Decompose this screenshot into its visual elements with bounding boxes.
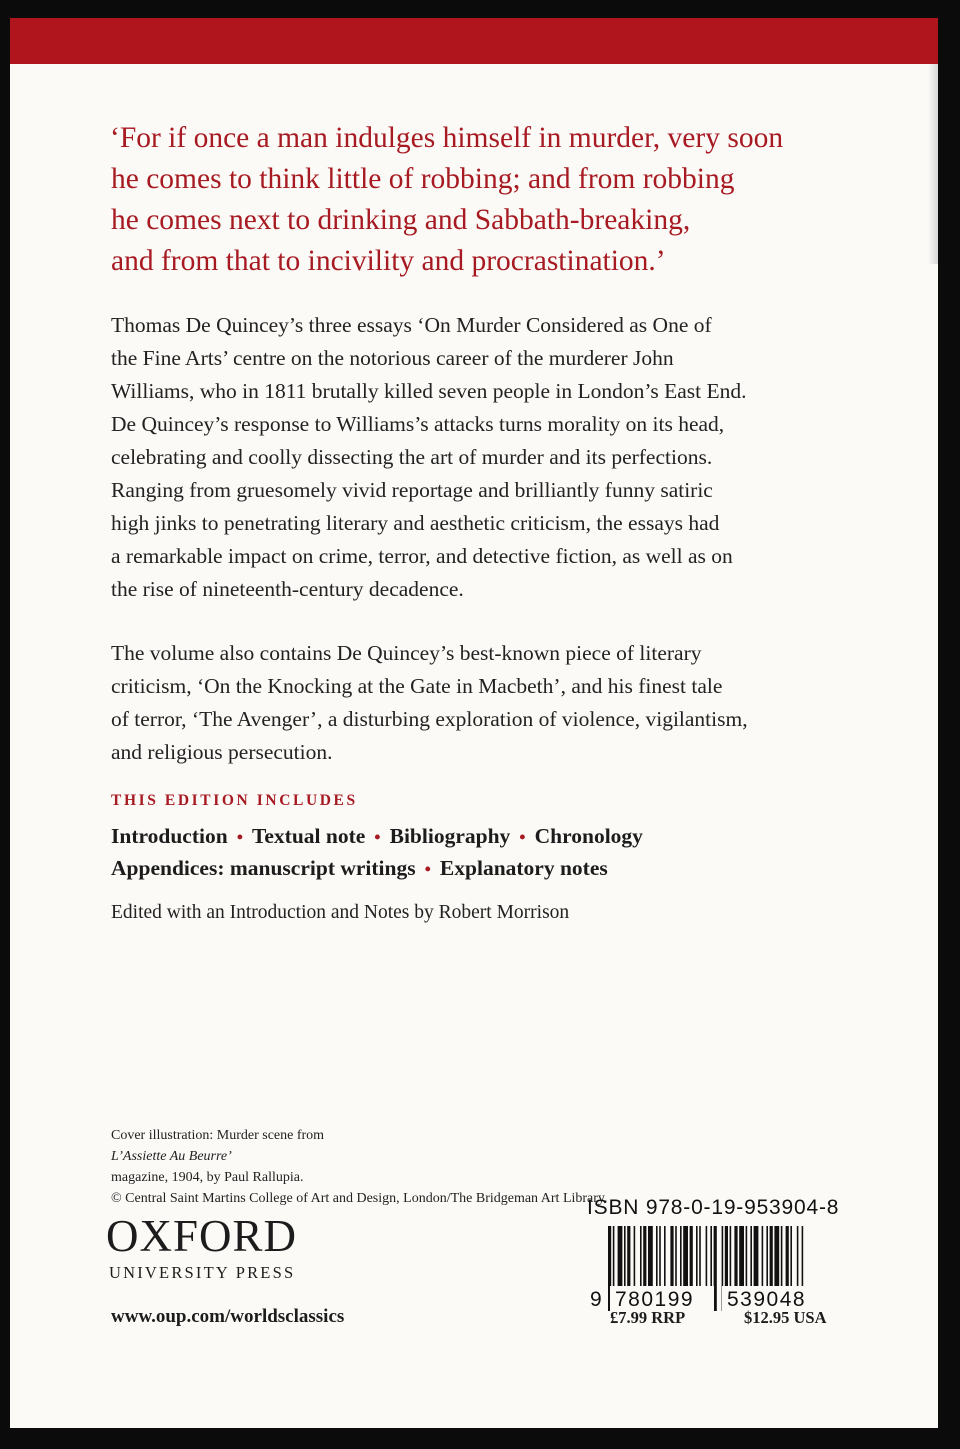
barcode-digit-lead: 9 (590, 1288, 602, 1311)
text-line: the rise of nineteenth-century decadence. (111, 577, 464, 601)
text-line: De Quincey’s response to Williams’s attacks turns morality on its head, (111, 412, 725, 436)
epigraph-quote (110, 118, 890, 282)
edition-item: Appendices: manuscript writings (111, 856, 416, 880)
text-line: criticism, ‘On the Knocking at the Gate in Macbeth’, and his finest tale (111, 674, 723, 698)
barcode-digits-group-2: 539048 (727, 1288, 807, 1311)
quote-line: he comes next to drinking and Sabbath-breaking, (111, 204, 691, 236)
edition-items-line-1 (111, 824, 871, 849)
text-line: celebrating and coolly dissecting the art of murder and its perfections. (111, 445, 713, 469)
publisher-website: www.oup.com/worldsclassics (111, 1306, 345, 1327)
text-line: The volume also contains De Quincey’s best-known piece of literary (111, 641, 702, 665)
edition-item: Introduction (111, 824, 228, 848)
text-line: high jinks to penetrating literary and aesthetic criticism, the essays had (111, 511, 720, 535)
bullet-separator: • (236, 827, 243, 847)
credit-magazine-title: L’Assiette Au Beurre’ (111, 1149, 232, 1164)
edition-includes-heading: THIS EDITION INCLUDES (111, 792, 358, 809)
credit-text: Cover illustration: Murder scene from (111, 1128, 325, 1143)
edition-items-line-2 (111, 856, 871, 881)
text-line: a remarkable impact on crime, terror, and detective fiction, as well as on (111, 544, 733, 568)
quote-line: ‘For if once a man indulges himself in murder, very soon (110, 122, 784, 154)
description-paragraph-2 (111, 637, 871, 769)
credit-line-1 (111, 1125, 608, 1188)
edition-item: Bibliography (389, 824, 511, 848)
edition-item: Textual note (252, 824, 366, 848)
quote-line: and from that to incivility and procrastination.’ (111, 245, 666, 277)
barcode-bar (714, 1226, 717, 1311)
credit-line-2: © Central Saint Martins College of Art and Design, London/The Bridgeman Art Library. (111, 1191, 608, 1206)
text-line: Thomas De Quincey’s three essays ‘On Murder Considered as One of (111, 313, 712, 337)
spine-edge (928, 64, 938, 264)
cover-illustration-credit (111, 1125, 608, 1209)
back-cover (10, 18, 938, 1428)
description-paragraph-1 (111, 309, 871, 606)
editor-credit: Edited with an Introduction and Notes by Robert Morrison (111, 902, 570, 923)
uk-price: £7.99 RRP (610, 1308, 686, 1327)
bullet-separator: • (424, 859, 431, 879)
isbn-label: ISBN 978-0-19-953904-8 (587, 1196, 840, 1219)
text-line: Ranging from gruesomely vivid reportage and brilliantly funny satiric (111, 478, 713, 502)
edition-item: Chronology (534, 824, 643, 848)
isbn-barcode (582, 1226, 840, 1311)
barcode-digits-group-1: 780199 (615, 1288, 695, 1311)
credit-text: magazine, 1904, by Paul Rallupia. (111, 1170, 304, 1185)
oxford-logo: OXFORD (106, 1211, 298, 1261)
us-price: $12.95 USA (744, 1308, 827, 1327)
text-line: Williams, who in 1811 brutally killed seven people in London’s East End. (111, 379, 747, 403)
quote-line: he comes to think little of robbing; and from robbing (111, 163, 735, 195)
text-line: the Fine Arts’ centre on the notorious career of the murderer John (111, 346, 674, 370)
oxford-logo-subtitle: UNIVERSITY PRESS (109, 1263, 296, 1282)
bullet-separator: • (374, 827, 381, 847)
edition-item: Explanatory notes (439, 856, 608, 880)
text-line: and religious persecution. (111, 740, 333, 764)
red-top-band (10, 18, 938, 64)
bullet-separator: • (519, 827, 526, 847)
text-line: of terror, ‘The Avenger’, a disturbing exploration of violence, vigilantism, (111, 707, 748, 731)
